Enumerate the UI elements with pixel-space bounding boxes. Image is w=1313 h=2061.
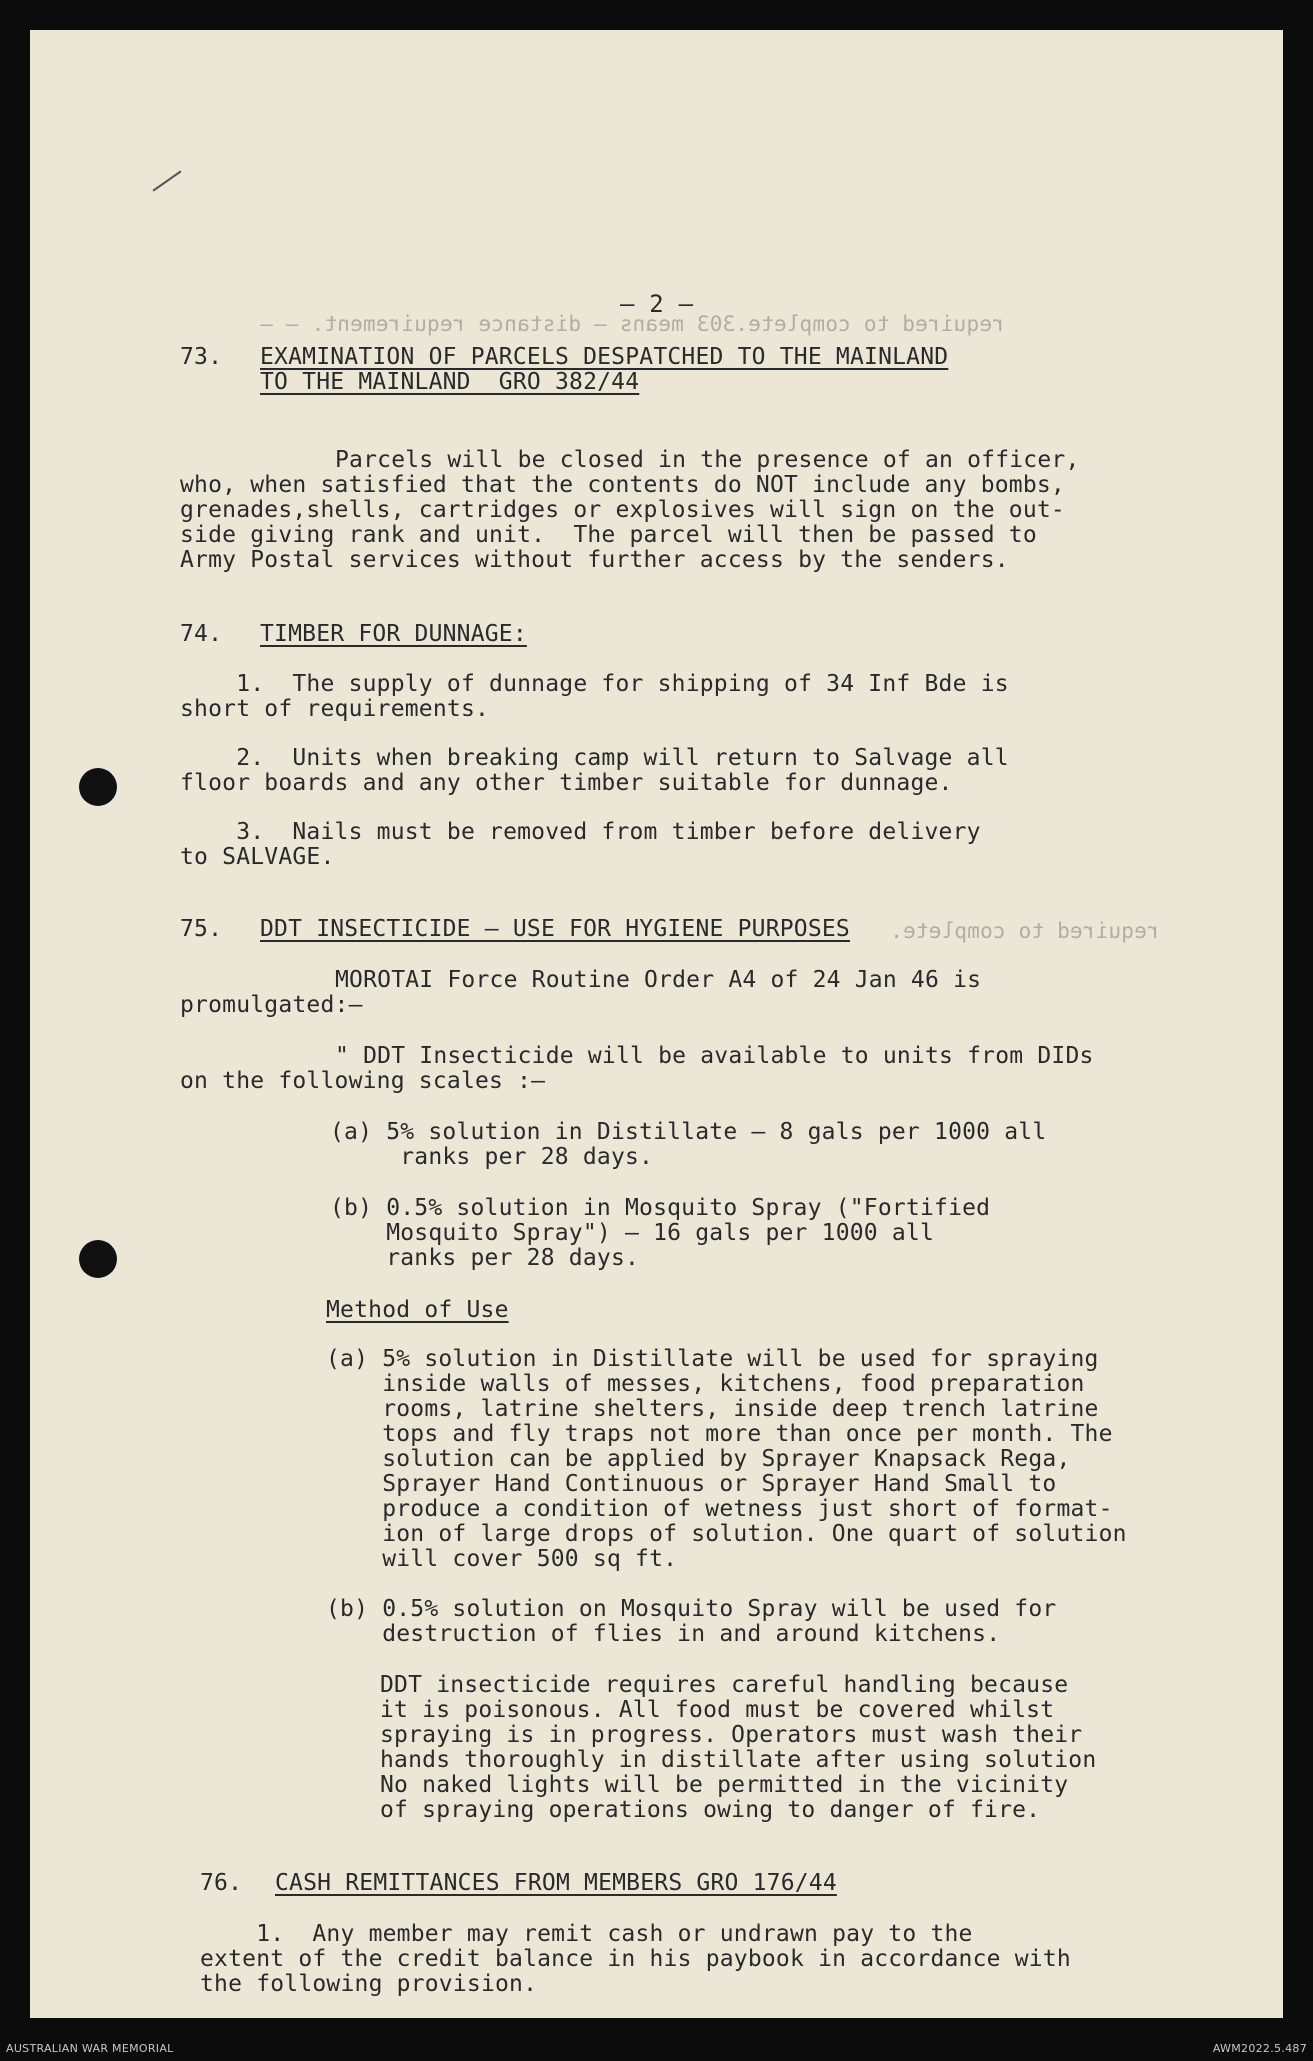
scale-b-line2: Mosquito Spray") – 16 gals per 1000 all [330,1220,935,1246]
section-75-number: 75. [180,916,223,942]
method-a-line8: ion of large drops of solution. One quart of solution [326,1521,1127,1547]
section-73-number: 73. [180,344,223,370]
section-76-line1: 1. Any member may remit cash or undrawn pay to the [200,1921,973,1947]
document-page [30,30,1283,2018]
section-73-title-line1: EXAMINATION OF PARCELS DESPATCHED TO THE MAINLAND [260,344,949,370]
scale-a-line1: (a) 5% solution in Distillate – 8 gals per 1000 all [330,1119,1047,1145]
method-b-line1: (b) 0.5% solution on Mosquito Spray will be used for [326,1596,1057,1622]
section-73-line-1: Parcels will be closed in the presence of an officer, [335,447,1080,473]
section-75-intro-line2: promulgated:– [180,992,363,1018]
method-a-line4: tops and fly traps not more than once per month. The [326,1421,1113,1447]
method-a-line7: produce a condition of wetness just short of format- [326,1496,1113,1522]
section-74-p2-line1: 2. Units when breaking camp will return to Salvage all [180,745,1009,771]
page-number: – 2 – [620,290,694,318]
section-76-title: CASH REMITTANCES FROM MEMBERS GRO 176/44 [275,1870,837,1896]
section-74-p3-line2: to SALVAGE. [180,844,335,870]
caution-line2: it is poisonous. All food must be covered whilst [380,1697,1055,1723]
section-73-line-2: who, when satisfied that the contents do NOT include any bombs, [180,472,1065,498]
section-75-title: DDT INSECTICIDE – USE FOR HYGIENE PURPOSES [260,916,850,942]
punch-hole-upper [79,768,117,806]
section-74-p3-line1: 3. Nails must be removed from timber before delivery [180,819,981,845]
caution-line6: of spraying operations owing to danger of fire. [380,1797,1041,1823]
bleed-through-text-mid: required to complete. [890,919,1160,943]
method-a-line9: will cover 500 sq ft. [326,1546,678,1572]
section-75-quote-line1: " DDT Insecticide will be available to units from DIDs [335,1043,1094,1069]
section-76-number: 76. [200,1870,243,1896]
method-of-use-heading: Method of Use [326,1297,509,1323]
footer-accession-number: AWM2022.5.487 [1212,2042,1307,2055]
method-a-line5: solution can be applied by Sprayer Knapsack Rega, [326,1446,1071,1472]
bleed-through-text-top: required to complete.303 means – distance requirement. – – [260,312,1005,336]
section-74-p1-line2: short of requirements. [180,696,490,722]
section-73-line-5: Army Postal services without further access by the senders. [180,547,1009,573]
method-a-line2: inside walls of messes, kitchens, food preparation [326,1371,1085,1397]
caution-line4: hands thoroughly in distillate after using solution [380,1747,1097,1773]
caution-line1: DDT insecticide requires careful handling because [380,1672,1069,1698]
caution-line3: spraying is in progress. Operators must wash their [380,1722,1083,1748]
section-73-line-3: grenades,shells, cartridges or explosives will sign on the out- [180,497,1065,523]
section-74-title: TIMBER FOR DUNNAGE: [260,621,527,647]
pencil-mark [153,170,182,191]
section-74-number: 74. [180,621,223,647]
scale-b-line3: ranks per 28 days. [330,1245,640,1271]
caution-line5: No naked lights will be permitted in the vicinity [380,1772,1069,1798]
section-76-line3: the following provision. [200,1971,538,1997]
punch-hole-lower [79,1240,117,1278]
section-75-intro-line1: MOROTAI Force Routine Order A4 of 24 Jan 46 is [335,967,982,993]
method-a-line1: (a) 5% solution in Distillate will be used for spraying [326,1346,1099,1372]
footer-archive-name: AUSTRALIAN WAR MEMORIAL [6,2042,174,2055]
section-74-p1-line1: 1. The supply of dunnage for shipping of 34 Inf Bde is [180,671,1009,697]
method-a-line3: rooms, latrine shelters, inside deep trench latrine [326,1396,1099,1422]
section-73-line-4: side giving rank and unit. The parcel will then be passed to [180,522,1037,548]
scale-b-line1: (b) 0.5% solution in Mosquito Spray ("Fortified [330,1195,991,1221]
method-a-line6: Sprayer Hand Continuous or Sprayer Hand Small to [326,1471,1057,1497]
section-73-title-line2: TO THE MAINLAND GRO 382/44 [260,369,640,395]
scale-a-line2: ranks per 28 days. [330,1144,654,1170]
method-b-line2: destruction of flies in and around kitchens. [326,1621,1001,1647]
section-74-p2-line2: floor boards and any other timber suitable for dunnage. [180,770,953,796]
section-75-quote-line2: on the following scales :– [180,1068,546,1094]
section-76-line2: extent of the credit balance in his paybook in accordance with [200,1946,1071,1972]
